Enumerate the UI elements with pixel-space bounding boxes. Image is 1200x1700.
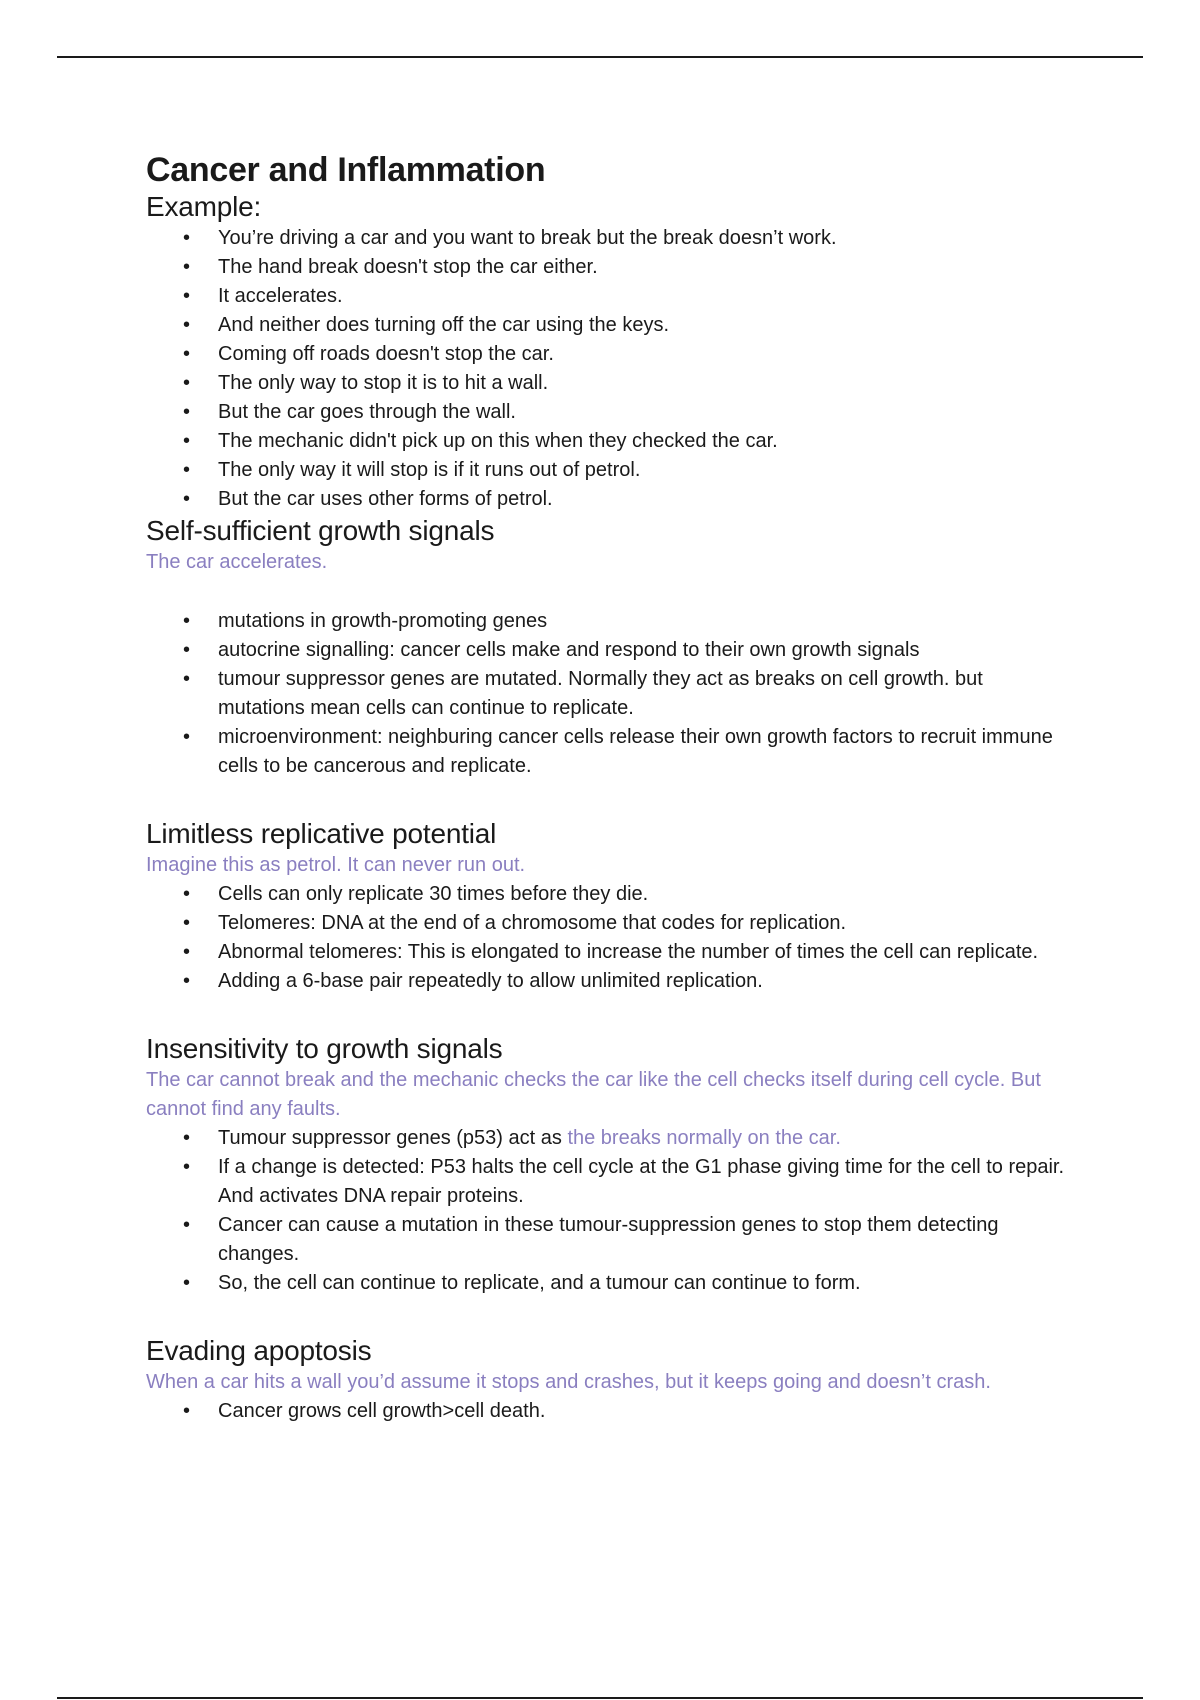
apoptosis-analogy: When a car hits a wall you’d assume it stops and crashes, but it keeps going and doesn’t crash. [146,1371,991,1393]
list-item: • The only way to stop it is to hit a wall. [146,369,1066,398]
self-sufficient-heading: Self-sufficient growth signals [146,515,495,546]
list-item: • Cancer can cause a mutation in these tumour-suppression genes to stop them detecting changes. [146,1211,1066,1269]
spacer [146,1298,1066,1334]
list-item: • But the car goes through the wall. [146,398,1066,427]
insensitivity-heading: Insensitivity to growth signals [146,1033,503,1064]
list-item-highlight: the breaks normally on the car. [567,1127,841,1149]
list-item: • mutations in growth-promoting genes [146,607,1066,636]
self-sufficient-list [146,607,1066,781]
insensitivity-list [146,1124,1066,1298]
insensitivity-analogy: The car cannot break and the mechanic checks the car like the cell checks itself during cell cycle. But cannot find any faults. [146,1069,1041,1120]
document-title: Cancer and Inflammation [146,151,546,189]
list-item: • If a change is detected: P53 halts the cell cycle at the G1 phase giving time for the cell to repair. And activates DNA repair proteins. [146,1153,1066,1211]
apoptosis-heading: Evading apoptosis [146,1335,372,1366]
list-item: • Cancer grows cell growth>cell death. [146,1397,1066,1426]
spacer [146,781,1066,817]
spacer [146,577,1066,607]
example-list [146,224,1066,514]
limitless-list [146,880,1066,996]
list-item: • tumour suppressor genes are mutated. Normally they act as breaks on cell growth. but mutations mean cells can continue to replicate. [146,665,1066,723]
list-item: • So, the cell can continue to replicate, and a tumour can continue to form. [146,1269,1066,1298]
list-item: • autocrine signalling: cancer cells make and respond to their own growth signals [146,636,1066,665]
list-item: • Abnormal telomeres: This is elongated to increase the number of times the cell can replicate. [146,938,1066,967]
list-item: • But the car uses other forms of petrol. [146,485,1066,514]
list-item: • Cells can only replicate 30 times before they die. [146,880,1066,909]
list-item: • It accelerates. [146,282,1066,311]
self-sufficient-analogy: The car accelerates. [146,551,328,573]
list-item: • Telomeres: DNA at the end of a chromosome that codes for replication. [146,909,1066,938]
list-item: • And neither does turning off the car using the keys. [146,311,1066,340]
example-heading: Example: [146,191,262,222]
list-item [146,1124,1066,1153]
list-item: • The only way it will stop is if it runs out of petrol. [146,456,1066,485]
list-item-text: Tumour suppressor genes (p53) act as [218,1127,568,1149]
top-rule [57,56,1143,58]
list-item: • The hand break doesn't stop the car either. [146,253,1066,282]
bottom-rule [57,1697,1143,1699]
limitless-analogy: Imagine this as petrol. It can never run out. [146,854,526,876]
list-item: • Coming off roads doesn't stop the car. [146,340,1066,369]
list-item: • The mechanic didn't pick up on this when they checked the car. [146,427,1066,456]
list-item: • Adding a 6-base pair repeatedly to allow unlimited replication. [146,967,1066,996]
list-item: • You’re driving a car and you want to break but the break doesn’t work. [146,224,1066,253]
limitless-heading: Limitless replicative potential [146,818,497,849]
document-body [146,150,1066,1426]
spacer [146,996,1066,1032]
apoptosis-list [146,1397,1066,1426]
list-item: • microenvironment: neighburing cancer cells release their own growth factors to recruit immune cells to be cancerous and replicate. [146,723,1066,781]
